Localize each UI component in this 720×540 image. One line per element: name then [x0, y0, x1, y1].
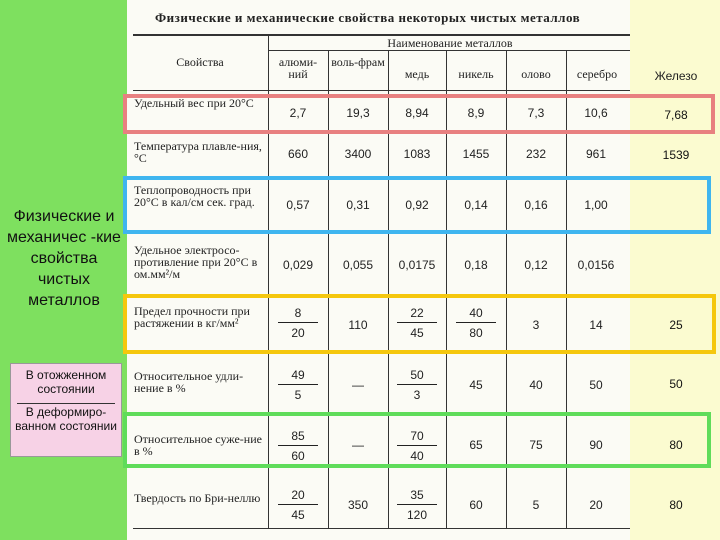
cell-tensile-w: 110 — [348, 318, 368, 332]
table-top-rule — [133, 34, 630, 36]
cell-elongation-al: $\frac{49}{5}$ — [278, 368, 318, 402]
cell-elongation-cu: $\frac{50}{3}$ — [397, 368, 437, 402]
cell-tensile-fe: 25 — [669, 318, 683, 332]
cell-hardness-ag: 20 — [589, 498, 603, 512]
cell-hardness-sn: 5 — [532, 498, 540, 512]
cell-resistivity-w: 0,055 — [342, 258, 374, 272]
cell-melting-ag: 961 — [585, 147, 607, 161]
cell-reduction-fe: 80 — [669, 438, 683, 452]
row-label-resistivity: Удельное электросо-противление при 20°C в ом.мм²/м — [134, 243, 258, 281]
cell-conductivity-ni: 0,14 — [464, 198, 488, 212]
cell-density-ag: 10,6 — [584, 106, 608, 120]
cell-hardness-al: $\frac{20}{45}$ — [278, 488, 318, 522]
group-header-rule — [268, 50, 630, 51]
header-copper: медь — [404, 67, 430, 81]
cell-reduction-al: $\frac{85}{60}$ — [278, 429, 318, 463]
highlight-conductivity-row — [123, 176, 711, 234]
cell-conductivity-sn: 0,16 — [524, 198, 548, 212]
cell-resistivity-sn: 0,12 — [524, 258, 548, 272]
cell-tensile-sn: 3 — [532, 318, 540, 332]
cell-conductivity-cu: 0,92 — [405, 198, 429, 212]
cell-tensile-al: $\frac{8}{20}$ — [278, 306, 318, 340]
table-title: Физические и механические свойства некоторых чистых металлов — [155, 10, 581, 25]
cell-melting-w: 3400 — [344, 147, 372, 161]
state-note-box — [10, 363, 122, 457]
header-iron: Железо — [654, 69, 698, 83]
cell-density-al: 2,7 — [289, 106, 307, 120]
cell-elongation-w: — — [352, 378, 364, 392]
cell-tensile-ni: $\frac{40}{80}$ — [456, 306, 496, 340]
header-aluminium: алюми-ний — [278, 55, 318, 81]
cell-tensile-ag: 14 — [589, 318, 603, 332]
cell-resistivity-ag: 0,0156 — [577, 258, 615, 272]
cell-density-sn: 7,3 — [527, 106, 545, 120]
header-properties: Свойства — [176, 55, 224, 69]
row-label-tensile: Предел прочности при растяжении в кг/мм² — [134, 304, 250, 330]
table-bottom-rule — [133, 528, 630, 529]
cell-melting-al: 660 — [287, 147, 309, 161]
cell-resistivity-al: 0,029 — [282, 258, 314, 272]
cell-density-cu: 8,94 — [405, 106, 429, 120]
header-bottom-rule — [133, 90, 630, 91]
header-metal-names: Наименование металлов — [387, 36, 513, 50]
cell-hardness-cu: $\frac{35}{120}$ — [397, 488, 437, 522]
cell-resistivity-ni: 0,18 — [464, 258, 488, 272]
header-tin: олово — [521, 67, 551, 81]
cell-reduction-ni: 65 — [469, 438, 483, 452]
cell-hardness-ni: 60 — [469, 498, 483, 512]
cell-elongation-ag: 50 — [589, 378, 603, 392]
row-label-elongation: Относительное удли-нение в % — [134, 369, 244, 395]
cell-tensile-cu: $\frac{22}{45}$ — [397, 306, 437, 340]
cell-melting-fe: 1539 — [662, 148, 690, 162]
cell-reduction-ag: 90 — [589, 438, 603, 452]
cell-density-fe: 7,68 — [664, 108, 688, 122]
cell-reduction-sn: 75 — [529, 438, 543, 452]
cell-conductivity-ag: 1,00 — [584, 198, 608, 212]
header-nickel: никель — [458, 67, 494, 81]
cell-hardness-w: 350 — [347, 498, 369, 512]
cell-melting-cu: 1083 — [403, 147, 431, 161]
cell-resistivity-cu: 0,0175 — [398, 258, 436, 272]
note-separator — [17, 403, 115, 404]
cell-melting-sn: 232 — [525, 147, 547, 161]
cell-elongation-ni: 45 — [469, 378, 483, 392]
cell-hardness-fe: 80 — [669, 498, 683, 512]
highlight-density-row — [123, 94, 715, 134]
cell-melting-ni: 1455 — [462, 147, 490, 161]
row-label-reduction: Относительное суже-ние в % — [134, 432, 262, 458]
cell-elongation-sn: 40 — [529, 378, 543, 392]
cell-reduction-w: — — [352, 438, 364, 452]
cell-reduction-cu: $\frac{70}{40}$ — [397, 429, 437, 463]
cell-conductivity-w: 0,31 — [346, 198, 370, 212]
header-silver: серебро — [576, 67, 618, 81]
cell-elongation-fe: 50 — [669, 377, 683, 391]
highlight-reduction-row — [123, 412, 711, 468]
cell-conductivity-al: 0,57 — [286, 198, 310, 212]
highlight-tensile-row — [123, 294, 716, 354]
row-label-conductivity: Теплопроводность при 20°C в кал/см сек. град. — [134, 183, 255, 209]
row-label-melting: Температура плавле-ния, °C — [134, 139, 262, 165]
header-tungsten: воль-фрам — [331, 55, 385, 69]
row-label-hardness: Твердость по Бри-неллю — [134, 491, 261, 505]
cell-density-ni: 8,9 — [467, 106, 485, 120]
row-label-density: Удельный вес при 20°C — [134, 96, 254, 110]
note-deformed: В деформиро-ванном состоянии — [15, 405, 117, 433]
note-annealed: В отожженном состоянии — [25, 368, 107, 396]
slide-title: Физические и механичес -кие свойства чистых металлов — [7, 208, 121, 309]
cell-density-w: 19,3 — [346, 106, 370, 120]
